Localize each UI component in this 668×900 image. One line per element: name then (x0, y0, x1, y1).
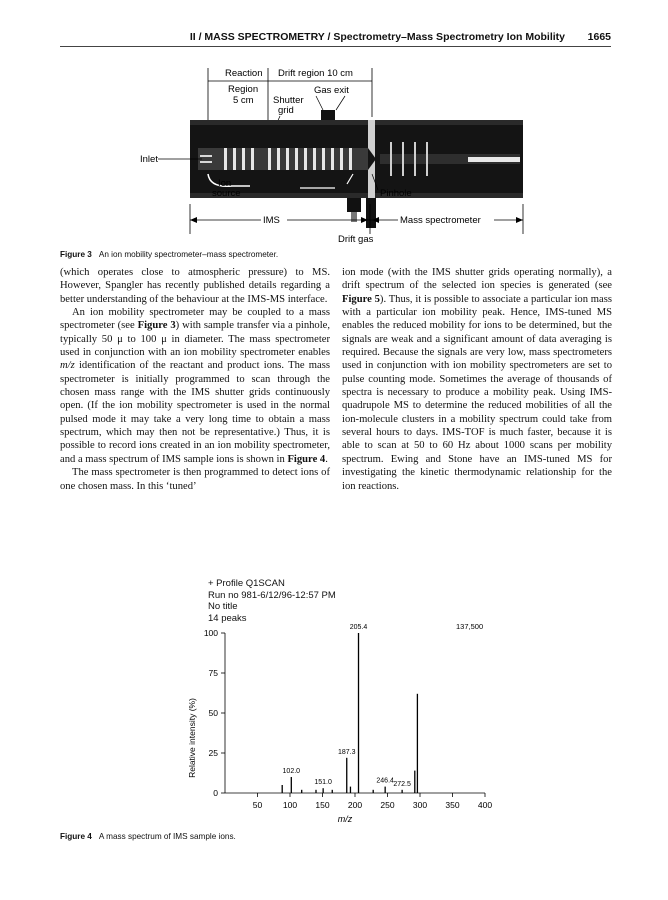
label-inlet: Inlet (140, 154, 158, 165)
label-shutter: Shutter (273, 95, 304, 106)
x-tick-label: 50 (252, 800, 263, 810)
label-ion: Ion (218, 178, 232, 189)
y-tick-label: 75 (208, 668, 218, 678)
paragraph: An ion mobility spectrometer may be coupled to a mass spectrometer (see Figure 3) with sample transfer via a pinhole, typically 50 μ to 100 μ in diameter. The mass spectrometer used in conjunction with an ion mobility spectrometer enables m/z identification of the reactant and product ions. The mass spectrometer is initially programmed to scan through the chosen mass range with the IMS shutter grids continuously open. (If the ion mobility spectrometer is used in the normal pulsed mode it may take a very long time to obtain a mass spectrum, which may then not be representative.) Thus, it is possible to record ions created in an ion mobility spectrometer, and a mass spectrum of IMS sample ions is shown in Figure 4. (60, 307, 331, 465)
figure4-meta-line: + Profile Q1SCAN (208, 578, 285, 589)
page-number: 1665 (587, 31, 611, 43)
x-tick-label: 200 (347, 800, 363, 810)
x-tick-label: 250 (380, 800, 395, 810)
x-tick-label: 100 (282, 800, 298, 810)
peak-label: 246.4 (376, 777, 394, 785)
figure4-meta-line: Run no 981-6/12/96-12:57 PM (208, 589, 336, 601)
figure4-caption-text: A mass spectrum of IMS sample ions. (98, 832, 236, 841)
x-axis-label: m/z (337, 814, 353, 824)
label-gas-exit: Gas exit (314, 85, 349, 96)
figure3-caption-label: Figure 3 (60, 250, 92, 259)
peak-label: 102.0 (282, 768, 301, 775)
x-tick-label: 400 (477, 800, 493, 810)
figure4-caption-label: Figure 4 (60, 832, 92, 841)
peak-label: 151.0 (314, 779, 332, 787)
y-axis-label: Relative intensity (%) (187, 698, 197, 778)
full-scale-label: 137,500 (456, 622, 484, 631)
paragraph: ion mode (with the IMS shutter grids operating normally), a drift spectrum of the selected ion species is generated (see Figure 5). Thus, it is possible to associate a particular ion mass with a particular ion mobility peak. Hence, IMS-tuned MS enables the reduced mobility for ions to be determined, but the signals are weak and a significant amount of data averaging is required. Because the signals are very low, mass spectrometers used in conjunction with ion mobility spectrometers are set to pulse counting mode. Sometimes the average of thousands of spectra is necessary to produce a mobility peak. Using IMS-quadrupole MS to determine the reduced mobilities of all the ion-molecule clusters in a mobility spectrum could take from several hours to days. IMS-TOF is much faster, because it is able to scan at 50 to 60 Hz about 1000 scans per mobility spectrum. Ewing and Stone have an IMS-tuned MS for investigating the kinetic thermodynamic relationship for the ion reactions. (342, 267, 612, 492)
paragraph: The mass spectrometer is then programmed to detect ions of one chosen mass. In this ‘tuned’ (60, 467, 330, 492)
label-mass-spectrometer: Mass spectrometer (400, 215, 481, 226)
label-region-length: 5 cm (233, 95, 254, 106)
label-drift-gas: Drift gas (338, 234, 374, 245)
label-source: source (212, 188, 241, 199)
figure4-chart (180, 618, 500, 828)
figure4-meta-line: No title (208, 601, 238, 612)
peak-label: 187.3 (337, 748, 356, 756)
peak-label: 205.4 (349, 624, 368, 631)
figure4-meta-line: 14 peaks (208, 612, 247, 624)
figure-ref: Figure 3 (137, 320, 176, 332)
label-grid: grid (278, 105, 294, 116)
y-tick-label: 50 (208, 708, 218, 718)
label-drift-region: Drift region 10 cm (278, 68, 353, 79)
figure3-caption-text: An ion mobility spectrometer–mass spectrometer. (98, 250, 279, 259)
paragraph: (which operates close to atmospheric pressure) to MS. However, Spangler has recently published details regarding a better understanding of the behaviour at the IMS-MS interface. (60, 267, 330, 305)
label-ims: IMS (263, 215, 280, 226)
y-tick-label: 0 (213, 788, 218, 798)
body-column-right (342, 266, 612, 493)
x-tick-label: 150 (315, 800, 330, 810)
figure-ref: Figure 5 (342, 293, 380, 305)
body-column-left (60, 266, 330, 493)
x-tick-label: 350 (445, 800, 460, 810)
peak-label: 272.5 (393, 780, 411, 788)
figure4-caption (60, 832, 236, 841)
y-tick-label: 100 (203, 628, 218, 638)
y-tick-label: 25 (208, 748, 218, 758)
x-tick-label: 300 (412, 800, 428, 810)
running-header (60, 30, 611, 47)
figure-ref: Figure 4 (287, 453, 326, 465)
label-pinhole: Pinhole (380, 188, 412, 199)
figure3-diagram (140, 62, 530, 252)
label-region: Region (228, 84, 259, 95)
figure3-caption (60, 250, 278, 259)
running-header-title: II / MASS SPECTROMETRY / Spectrometry–Mass Spectrometry Ion Mobility (189, 31, 565, 43)
label-reaction: Reaction (225, 68, 263, 79)
